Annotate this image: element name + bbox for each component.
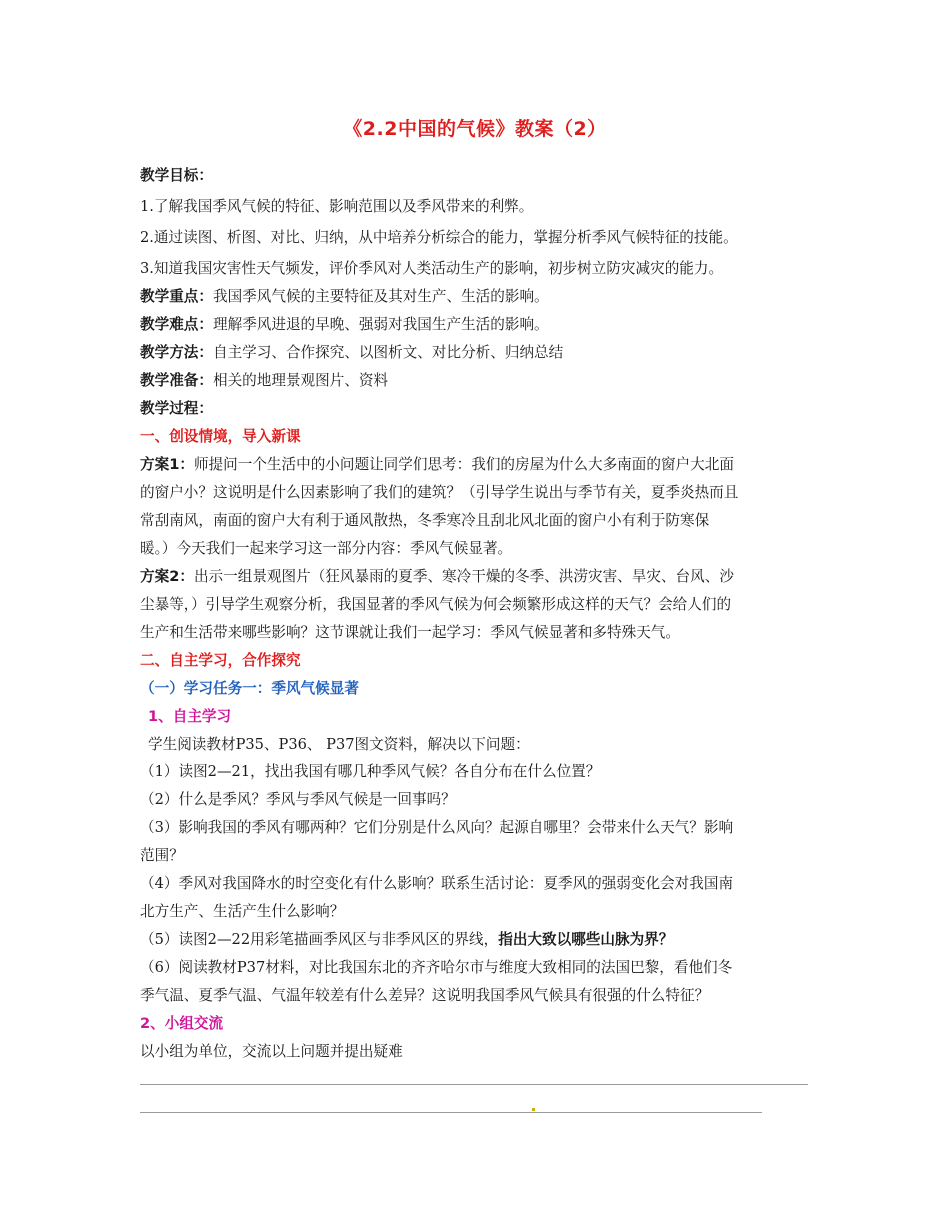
question-2: （2）什么是季风？季风与季风气候是一回事吗？ bbox=[140, 791, 456, 808]
difficulties-label: 教学难点： bbox=[140, 316, 213, 333]
difficulties-row bbox=[140, 315, 549, 335]
goal-2: 2.通过读图、析图、对比、归纳，从中培养分析综合的能力，掌握分析季风气候特征的技能。 bbox=[140, 229, 738, 246]
plan2-line-3: 生产和生活带来哪些影响？这节课就让我们一起学习：季风气候显著和多特殊天气。 bbox=[140, 624, 680, 641]
process-heading: 教学过程： bbox=[140, 400, 213, 417]
methods-row bbox=[140, 343, 563, 363]
question-4-line-2: 北方生产、生活产生什么影响？ bbox=[140, 903, 345, 920]
methods-text: 自主学习、合作探究、以图析文、对比分析、归纳总结 bbox=[212, 344, 564, 361]
preparation-row bbox=[140, 371, 388, 391]
question-5-emphasis: 指出大致以哪些山脉为界？ bbox=[498, 931, 674, 948]
intro-text: 学生阅读教材P35、P36、 P37图文资料，解决以下问题： bbox=[148, 736, 530, 753]
plan1-text-1: 师提问一个生活中的小问题让同学们思考：我们的房屋为什么大多南面的窗户大北面 bbox=[193, 456, 734, 473]
question-1: （1）读图2—21，找出我国有哪几种季风气候？各自分布在什么位置？ bbox=[140, 763, 601, 780]
question-5 bbox=[140, 930, 673, 950]
group-text: 以小组为单位，交流以上问题并提出疑难 bbox=[140, 1043, 403, 1060]
key-points-text: 我国季风气候的主要特征及其对生产、生活的影响。 bbox=[212, 288, 549, 305]
plan1-line-3: 常刮南风，南面的窗户大有利于通风散热，冬季寒冷且刮北风北面的窗户小有利于防寒保 bbox=[140, 512, 710, 529]
difficulties-text: 理解季风进退的早晚、强弱对我国生产生活的影响。 bbox=[212, 316, 549, 333]
question-4-line-1: （4）季风对我国降水的时空变化有什么影响？联系生活讨论：夏季风的强弱变化会对我国南 bbox=[140, 875, 734, 892]
question-3-line-2: 范围？ bbox=[140, 847, 184, 864]
preparation-text: 相关的地理景观图片、资料 bbox=[212, 372, 389, 389]
plan2-text-1: 出示一组景观图片（狂风暴雨的夏季、寒冷干燥的冬季、洪涝灾害、旱灾、台风、沙 bbox=[193, 568, 734, 585]
key-points-label: 教学重点： bbox=[140, 288, 213, 305]
divider-line-1 bbox=[140, 1084, 808, 1085]
key-points-row bbox=[140, 287, 549, 307]
plan1-label: 方案1： bbox=[140, 456, 194, 473]
section2-heading: 二、自主学习，合作探究 bbox=[140, 652, 301, 669]
plan1-line-2: 的窗户小？这说明是什么因素影响了我们的建筑？（引导学生说出与季节有关，夏季炎热而且 bbox=[140, 484, 739, 501]
goals-heading: 教学目标： bbox=[140, 167, 213, 184]
preparation-label: 教学准备： bbox=[140, 372, 213, 389]
divider-line-2 bbox=[140, 1112, 762, 1113]
yellow-dot bbox=[532, 1108, 535, 1111]
plan1-line-1 bbox=[140, 455, 734, 475]
goal-3: 3.知道我国灾害性天气频发，评价季风对人类活动生产的影响，初步树立防灾减灾的能力。 bbox=[140, 260, 724, 277]
plan2-label: 方案2： bbox=[140, 568, 194, 585]
plan1-line-4: 暖。）今天我们一起来学习这一部分内容：季风气候显著。 bbox=[140, 540, 513, 557]
question-6-line-2: 季气温、夏季气温、气温年较差有什么差异？这说明我国季风气候具有很强的什么特征？ bbox=[140, 987, 710, 1004]
question-6-line-1: （6）阅读教材P37材料，对比我国东北的齐齐哈尔市与维度大致相同的法国巴黎，看他们冬 bbox=[140, 959, 733, 976]
question-3-line-1: （3）影响我国的季风有哪两种？它们分别是什么风向？起源自哪里？会带来什么天气？影响 bbox=[140, 819, 734, 836]
plan2-line-1 bbox=[140, 567, 734, 587]
document-title: 《2.2中国的气候》教案（2） bbox=[343, 118, 607, 140]
sub1-heading: 1、自主学习 bbox=[148, 708, 232, 725]
plan2-line-2: 尘暴等，）引导学生观察分析，我国显著的季风气候为何会频繁形成这样的天气？会给人们的 bbox=[140, 596, 732, 613]
sub2-heading: 2、小组交流 bbox=[140, 1015, 224, 1032]
question-5-text: （5）读图2—22用彩笔描画季风区与非季风区的界线， bbox=[140, 931, 499, 948]
task1-heading: （一）学习任务一：季风气候显著 bbox=[140, 680, 359, 697]
goal-1: 1.了解我国季风气候的特征、影响范围以及季风带来的利弊。 bbox=[140, 198, 534, 215]
methods-label: 教学方法： bbox=[140, 344, 213, 361]
section1-heading: 一、创设情境，导入新课 bbox=[140, 428, 301, 445]
